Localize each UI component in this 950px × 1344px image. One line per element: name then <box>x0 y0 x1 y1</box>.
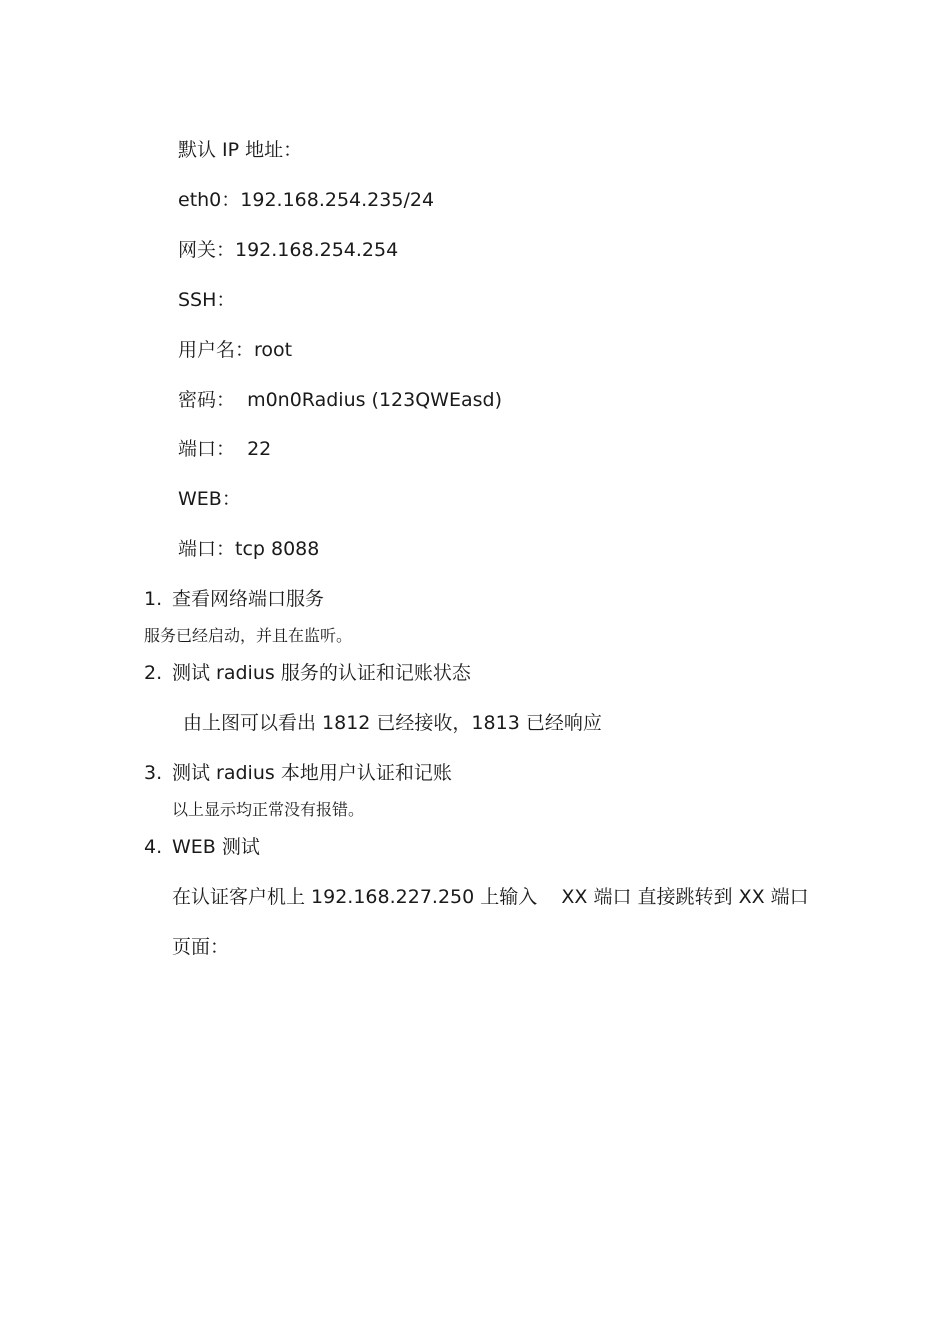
section-4-body: 在认证客户机上 192.168.227.250 上输入 XX 端口 直接跳转到 XX 端口 <box>172 886 809 908</box>
section-3-heading <box>144 761 452 785</box>
section-4-heading <box>144 835 260 859</box>
gateway-address: 网关：192.168.254.254 <box>178 239 399 261</box>
section-4-number: 4. <box>144 836 163 858</box>
section-2-heading <box>144 661 471 685</box>
section-3-body: 以上显示均正常没有报错。 <box>172 800 365 819</box>
section-2-number: 2. <box>144 662 163 684</box>
default-ip-label: 默认 IP 地址： <box>178 139 303 161</box>
section-4-title: WEB 测试 <box>172 836 260 858</box>
eth0-address: eth0：192.168.254.235/24 <box>178 189 435 211</box>
ssh-username: 用户名：root <box>178 339 293 361</box>
ssh-label: SSH： <box>178 289 236 311</box>
section-1-body: 服务已经启动，并且在监听。 <box>144 626 353 645</box>
section-1-heading <box>144 587 324 611</box>
section-2-title: 测试 radius 服务的认证和记账状态 <box>172 662 471 684</box>
web-port: 端口：tcp 8088 <box>178 538 320 560</box>
ssh-port: 端口： 22 <box>178 438 272 460</box>
section-2-body: 由上图可以看出 1812 已经接收，1813 已经响应 <box>183 712 602 734</box>
section-1-number: 1. <box>144 588 163 610</box>
ssh-password: 密码： m0n0Radius (123QWEasd) <box>178 389 502 411</box>
section-1-title: 查看网络端口服务 <box>172 588 325 610</box>
section-3-number: 3. <box>144 762 163 784</box>
section-3-title: 测试 radius 本地用户认证和记账 <box>172 762 452 784</box>
section-4-body-2: 页面： <box>172 936 230 958</box>
web-label: WEB： <box>178 488 241 510</box>
